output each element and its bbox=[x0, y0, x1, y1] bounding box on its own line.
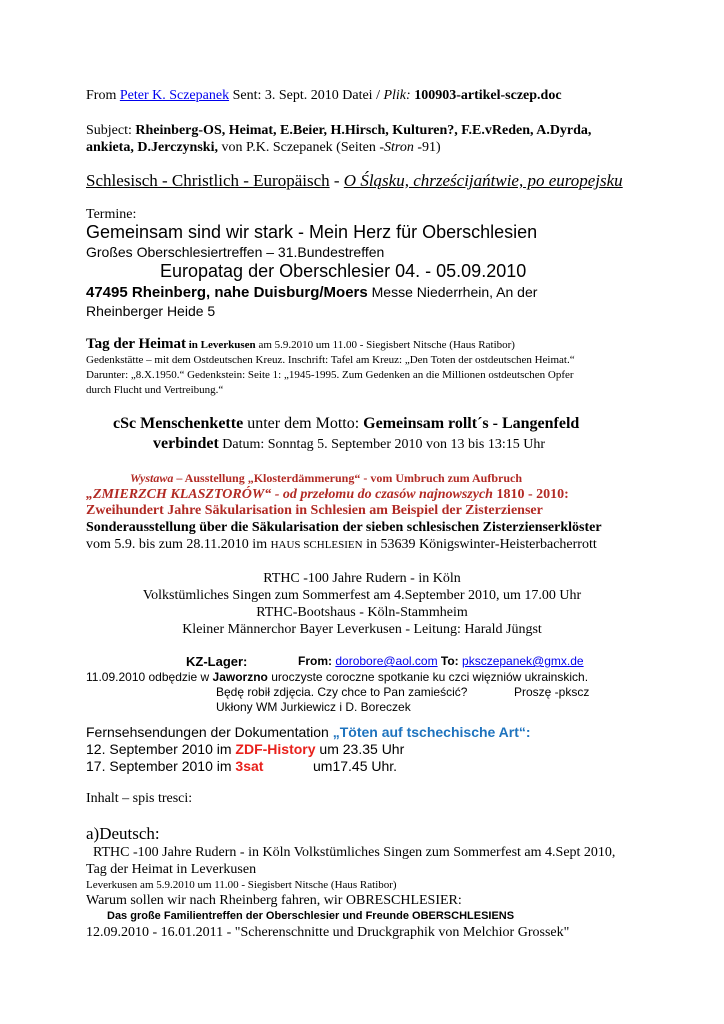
from-email-link[interactable]: dorobore@aol.com bbox=[335, 654, 438, 668]
rthc-line-3: RTHC-Bootshaus - Köln-Stammheim bbox=[256, 605, 468, 620]
toc-item-4: Das große Familientreffen der Oberschlesier und Freunde OBERSCHLESIENS bbox=[107, 910, 515, 922]
rthc-line-4: Kleiner Männerchor Bayer Leverkusen - Leitung: Harald Jüngst bbox=[182, 622, 542, 637]
event-title-2: Europatag der Oberschlesier 04. - 05.09.2010 bbox=[160, 261, 527, 281]
event-place-2: Rheinberger Heide 5 bbox=[86, 303, 216, 319]
toc-item-2: Leverkusen am 5.9.2010 um 11.00 - Siegisbert Nitsche (Haus Ratibor) bbox=[86, 879, 397, 891]
kz-line-3a: Będę robił zdjęcia. Czy chce to Pan zamieścić? bbox=[216, 685, 468, 699]
event-place: 47495 Rheinberg, nahe Duisburg/Moers Messe Niederrhein, An der bbox=[86, 284, 538, 301]
kette-line-2: verbindet Datum: Sonntag 5. September 2010 von 13 bis 13:15 Uhr bbox=[153, 435, 546, 452]
subject-line-2: ankieta, D.Jerczynski, von P.K. Sczepanek (Seiten -Stron -91) bbox=[86, 140, 441, 155]
kz-label: KZ-Lager: bbox=[186, 654, 248, 669]
rthc-line-1: RTHC -100 Jahre Rudern - in Köln bbox=[263, 571, 461, 586]
subject-line-1: Subject: Rheinberg-OS, Heimat, E.Beier, H.Hirsch, Kulturen?, F.E.vReden, A.Dyrda, bbox=[86, 123, 592, 138]
heimat-line-2: Gedenkstätte – mit dem Ostdeutschen Kreuz. Inschrift: Tafel am Kreuz: „Den Toten der ostdeutschen Heimat.“ bbox=[86, 354, 575, 366]
toc-item-1b: Tag der Heimat in Leverkusen bbox=[86, 862, 257, 877]
fernseh-line-3-time: um17.45 Uhr. bbox=[313, 758, 398, 774]
fernseh-line-3: 17. September 2010 im 3sat bbox=[86, 758, 264, 774]
rthc-line-2: Volkstümliches Singen zum Sommerfest am 4.September 2010, um 17.00 Uhr bbox=[142, 588, 582, 603]
termine-label: Termine: bbox=[86, 207, 137, 222]
motto-heading: Schlesisch - Christlich - Europäisch - O Śląsku, chrześcijańtwie, po europejsku bbox=[86, 171, 623, 190]
toc-item-5: 12.09.2010 - 16.01.2011 - "Scherenschnitte und Druckgraphik von Melchior Grossek" bbox=[86, 925, 570, 940]
event-subtitle-1: Großes Oberschlesiertreffen – 31.Bundestreffen bbox=[86, 244, 385, 260]
section-deutsch: a)Deutsch: bbox=[86, 824, 160, 843]
inhalt-label: Inhalt – spis tresci: bbox=[86, 791, 193, 806]
kz-line-3b: Proszę -pkscz bbox=[514, 685, 590, 699]
event-title-1: Gemeinsam sind wir stark - Mein Herz für Oberschlesien bbox=[86, 222, 538, 242]
fernseh-line-1: Fernsehsendungen der Dokumentation „Töten auf tschechische Art“: bbox=[86, 724, 531, 740]
toc-item-1a: RTHC -100 Jahre Rudern - in Köln Volkstümliches Singen zum Sommerfest am 4.Sept 2010, bbox=[93, 845, 616, 860]
kette-line-1: cSc Menschenkette unter dem Motto: Gemeinsam rollt´s - Langenfeld bbox=[113, 415, 580, 432]
heimat-line-1: Tag der Heimat in Leverkusen am 5.9.2010 um 11.00 - Siegisbert Nitsche (Haus Ratibor) bbox=[86, 336, 515, 352]
kz-line-2: 11.09.2010 odbędzie w Jaworzno uroczyste coroczne spotkanie ku czci więzniów ukrainskich. bbox=[86, 670, 589, 684]
wystawa-line-3: Zweihundert Jahre Säkularisation in Schlesien am Beispiel der Zisterzienser bbox=[86, 503, 543, 518]
wystawa-line-1: Wystawa – Ausstellung „Klosterdämmerung“ - vom Umbruch zum Aufbruch bbox=[130, 471, 523, 485]
fernseh-line-2: 12. September 2010 im ZDF-History um 23.35 Uhr bbox=[86, 741, 405, 757]
toc-item-3: Warum sollen wir nach Rheinberg fahren, wir OBRESCHLESIER: bbox=[86, 893, 462, 908]
to-email-link[interactable]: pksczepanek@gmx.de bbox=[462, 654, 584, 668]
from-line: From Peter K. Sczepanek Sent: 3. Sept. 2010 Datei / Plik: 100903-artikel-sczep.doc bbox=[86, 88, 562, 103]
wystawa-line-2: „ZMIERZCH KLASZTORÓW“ - od przełomu do czasów najnowszych 1810 - 2010: bbox=[86, 487, 569, 502]
wystawa-line-5: vom 5.9. bis zum 28.11.2010 im HAUS SCHLESIEN in 53639 Königswinter-Heisterbacherrott bbox=[86, 537, 597, 552]
wystawa-line-4: Sonderausstellung über die Säkularisation der sieben schlesischen Zisterzienserklöster bbox=[86, 520, 602, 535]
author-link[interactable]: Peter K. Sczepanek bbox=[119, 88, 230, 103]
file-name: 100903-artikel-sczep.doc bbox=[414, 88, 562, 103]
kz-email-line: From: dorobore@aol.com To: pksczepanek@gmx.de bbox=[298, 654, 584, 668]
heimat-line-4: durch Flucht und Vertreibung.“ bbox=[86, 384, 224, 396]
heimat-line-3: Darunter: „8.X.1950.“ Gedenkstein: Seite 1: „1945-1995. Zum Gedenken an die Millionen ostdeutschen Opfer bbox=[86, 369, 574, 381]
kz-line-4: Ukłony WM Jurkiewicz i D. Boreczek bbox=[216, 700, 411, 714]
